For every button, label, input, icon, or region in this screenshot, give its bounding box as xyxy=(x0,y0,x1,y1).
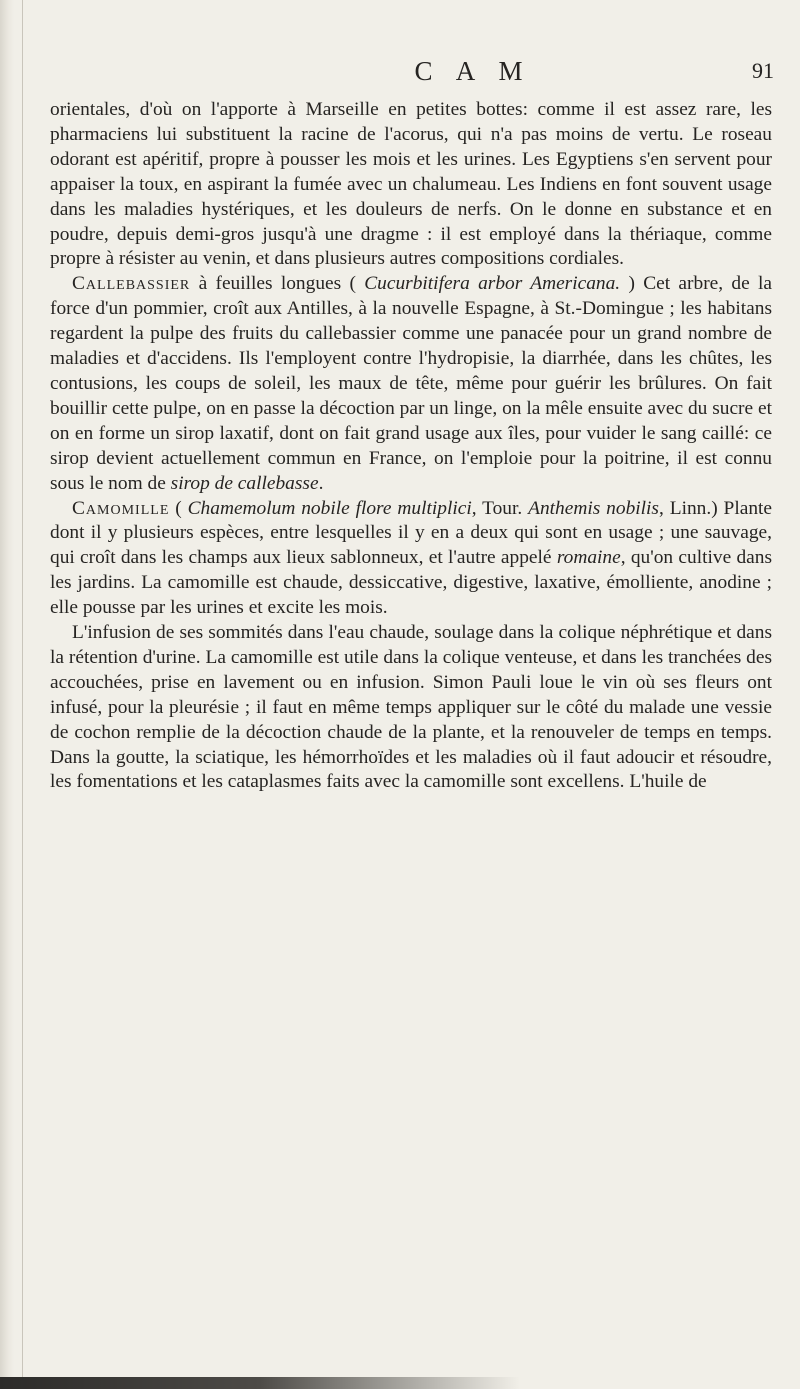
term-romaine: romaine xyxy=(556,547,621,569)
running-head: C A M xyxy=(414,56,532,86)
latin-name-chamemolum: Chamemolum nobile flore multiplici xyxy=(187,497,472,519)
headword-camomille: Camomille xyxy=(72,497,170,519)
entry-callebassier-end: . xyxy=(318,472,324,494)
entry-camomille-mid2: , Linn.) Plante dont il y plusieurs espèces, entre lesquelles il y en a deux qui sont en usage ; une sauvage, qui croît dans les champs aux lieux sablonneux, et l'autre appelé xyxy=(50,497,773,569)
scan-edge-shadow xyxy=(0,1377,520,1389)
entry-camomille-text: , qu'on cultive dans les jardins. La camomille est chaude, dessiccative, digestive, laxative, émolliente, anodine ; elle pousse par les urines et excite les mois. xyxy=(50,547,772,619)
entry-callebassier-text: ) Cet arbre, de la force d'un pommier, croît aux Antilles, à la nouvelle Espagne, à St.-Domingue ; les habitans regardent la pulpe des fruits du callebassier comme une panacée pour un grand nombre de maladies et d'accidens. Ils l'employent contre l'hydropisie, la diarrhée, dans les chûtes, les contusions, les coups de soleil, les maux de tête, même pour guérir les brûlures. On fait bouillir cette pulpe, on en passe la décoction par un linge, on la mêle ensuite avec du sucre et on en forme un sirop laxatif, dont on fait grand usage aux îles, pour vuider le sang caillé: ce sirop devient actuellement commun en France, on l'emploie pour la poitrine, il est connu sous le nom de xyxy=(50,273,772,494)
latin-name-anthemis: Anthemis nobilis xyxy=(528,497,659,519)
entry-camomille-mid1: , Tour. xyxy=(471,497,529,519)
entry-callebassier xyxy=(50,272,772,496)
page-header xyxy=(52,56,774,90)
entry-callebassier-lead: à feuilles longues ( xyxy=(190,273,365,295)
paragraph-infusion: L'infusion de ses sommités dans l'eau chaude, soulage dans la colique néphrétique et dans la rétention d'urine. La camomille est utile dans la colique venteuse, et dans les tranchées des accouchées, prise en lavement ou en infusion. Simon Pauli loue le vin où ses fleurs ont infusé, pour la pleurésie ; il faut en même temps appliquer sur le côté du malade une vessie de cochon remplie de la décoction chaude de la plante, et la renouveler de temps en temps. Dans la goutte, la sciatique, les hémorrhoïdes et les maladies où il faut adoucir et résoudre, les fomentations et les cataplasmes faits avec la camomille sont excellens. L'huile de xyxy=(50,622,772,793)
page-binding-shadow xyxy=(0,0,14,1389)
page-number: 91 xyxy=(752,58,774,83)
headword-callebassier: Callebassier xyxy=(72,273,191,295)
term-sirop-de-callebasse: sirop de callebasse xyxy=(170,472,319,494)
paragraph-roseau-continuation: orientales, d'où on l'apporte à Marseille en petites bottes: comme il est assez rare, les pharmaciens lui substituent la racine de l'acorus, qui n'a pas moins de vertu. Le roseau odorant est apéritif, propre à pousser les mois et les urines. Les Egyptiens s'en servent pour appaiser la toux, en aspirant la fumée avec un chalumeau. Les Indiens en font souvent usage dans les maladies hystériques, et les douleurs de nerfs. On le donne en substance et en poudre, depuis demi-gros jusqu'à une dragme : il est employé dans la thériaque, comme propre à résister au venin, et dans plusieurs autres compositions cordiales. xyxy=(50,99,772,270)
entry-camomille xyxy=(50,497,772,622)
entry-camomille-lead: ( xyxy=(169,497,188,519)
latin-name-callebassier: Cucurbitifera arbor Americana. xyxy=(364,273,621,295)
page-text xyxy=(50,98,772,795)
page-binding-rule xyxy=(22,0,23,1389)
